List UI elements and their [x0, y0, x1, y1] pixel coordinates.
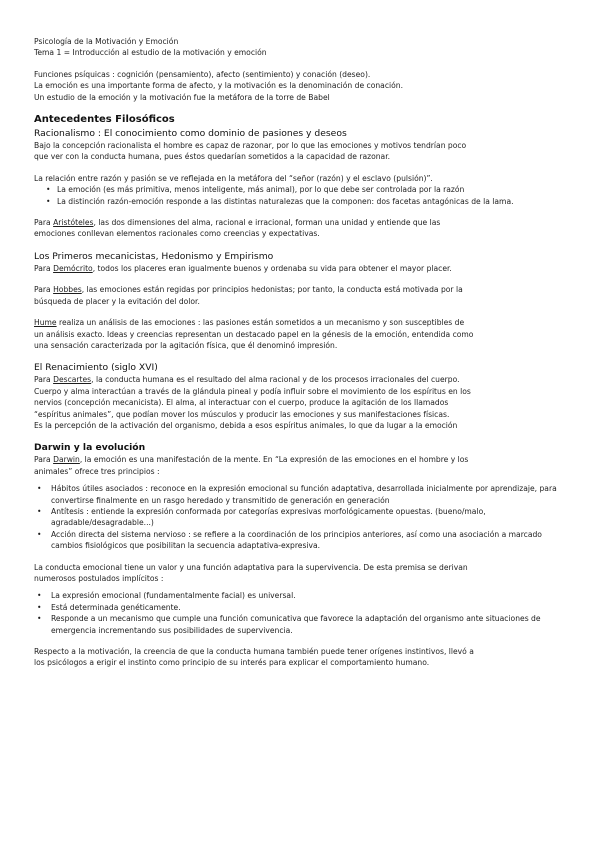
- paragraph-line: Bajo la concepción racionalista el hombre es capaz de razonar, por lo que las emociones y motivos tendrían poco: [34, 141, 467, 151]
- subsection-heading: Darwin y la evolución: [34, 442, 146, 454]
- bullet-list: [34, 184, 566, 207]
- text-fragment: realiza un análisis de las emociones : las pasiones están sometidos a un mecanismo y son susceptibles de: [56, 318, 465, 328]
- topic-title: Tema 1 = Introducción al estudio de la motivación y emoción: [34, 48, 267, 58]
- paragraph-line: Es la percepción de la activación del organismo, debida a esos espíritus animales, lo que da lugar a la emoción: [34, 420, 458, 430]
- author-name: Descartes: [53, 375, 92, 385]
- bullet-list: [34, 590, 566, 636]
- list-item: • Está determinada genéticamente.: [34, 602, 566, 613]
- intro-line: Un estudio de la emoción y la motivación fue la metáfora de la torre de Babel: [34, 92, 330, 102]
- list-item: • La distinción razón-emoción responde a las distintas naturalezas que la componen: dos facetas antagónicas de la lama.: [34, 196, 566, 207]
- paragraph-line: [34, 284, 566, 295]
- paragraph-line: La relación entre razón y pasión se ve reflejada en la metáfora del “señor (razón) y el esclavo (pulsión)”.: [34, 173, 433, 183]
- text-fragment: Para: [34, 263, 54, 273]
- paragraph-line: [34, 217, 566, 228]
- course-title: Psicología de la Motivación y Emoción: [34, 37, 179, 46]
- paragraph-line: nervios (concepción mecanicista). El alma, al interactuar con el cuerpo, produce la agitación de los llamados: [34, 398, 449, 408]
- text-fragment: , las emociones están regidas por principios hedonistas; por tanto, la conducta está motivada por la: [81, 285, 463, 295]
- section-heading: Antecedentes Filosóficos: [34, 114, 175, 126]
- paragraph-line: [34, 317, 566, 328]
- text-fragment: Para: [34, 218, 54, 228]
- paragraph-line: [34, 263, 566, 274]
- list-item: • La emoción (es más primitiva, menos inteligente, más animal), por lo que debe ser controlada por la razón: [34, 184, 566, 195]
- text-fragment: , la conducta humana es el resultado del alma racional y de los procesos irracionales del cuerpo.: [91, 375, 460, 385]
- list-item: • La expresión emocional (fundamentalmente facial) es universal.: [34, 590, 566, 601]
- paragraph-line: [34, 374, 566, 385]
- paragraph-line: Cuerpo y alma interactúan a través de la glándula pineal y podía influir sobre el movimiento de los espíritus en los: [34, 386, 471, 396]
- author-name: Aristóteles: [53, 218, 94, 228]
- paragraph-line: Respecto a la motivación, la creencia de que la conducta humana también puede tener orígenes instintivos, llevó a: [34, 647, 474, 657]
- subsection-heading: Racionalismo : El conocimiento como dominio de pasiones y deseos: [34, 128, 347, 140]
- author-name: Darwin: [53, 455, 80, 465]
- list-item: • Responde a un mecanismo que cumple una función comunicativa que favorece la adaptación del organismo ante situaciones de emergencia incrementando sus posibilidades de supervivencia.: [34, 613, 566, 636]
- text-fragment: Para: [34, 455, 54, 465]
- paragraph-line: emociones conllevan elementos racionales como creencias y expectativas.: [34, 229, 320, 239]
- bullet-list: [34, 483, 566, 551]
- text-fragment: , las dos dimensiones del alma, racional e irracional, forman una unidad y entiende que las: [93, 218, 441, 228]
- text-fragment: Para: [34, 375, 54, 385]
- author-name: Demócrito: [53, 263, 93, 273]
- paragraph-line: una sensación caracterizada por la agitación física, que él denominó impresión.: [34, 340, 338, 350]
- author-name: Hobbes: [53, 285, 82, 295]
- text-fragment: , todos los placeres eran igualmente buenos y ordenaba su vida para obtener el mayor placer.: [92, 263, 452, 273]
- paragraph-line: “espíritus animales”, que podían mover los músculos y producir las emociones y sus manifestaciones físicas.: [34, 409, 450, 419]
- paragraph-line: numerosos postulados implícitos :: [34, 574, 164, 583]
- text-fragment: , la emoción es una manifestación de la mente. En “La expresión de las emociones en el hombre y los: [79, 455, 469, 465]
- paragraph-line: que ver con la conducta humana, pues éstos quedarían sometidos a la capacidad de razonar.: [34, 152, 391, 162]
- paragraph-line: los psicólogos a erigir el instinto como principio de su interés para explicar el comportamiento humano.: [34, 658, 430, 668]
- subsection-heading: El Renacimiento (siglo XVI): [34, 362, 158, 374]
- text-fragment: Para: [34, 285, 54, 295]
- paragraph-line: un análisis exacto. Ideas y creencias representan un destacado papel en la génesis de la emoción, entendida como: [34, 329, 474, 339]
- list-item: • Antítesis : entiende la expresión conformada por categorías expresivas morfológicamente opuestas. (bueno/malo, agradable/desagradable...): [34, 506, 566, 529]
- paragraph-line: La conducta emocional tiene un valor y una función adaptativa para la supervivencia. De esta premisa se derivan: [34, 562, 468, 572]
- paragraph-line: [34, 454, 566, 465]
- paragraph-line: búsqueda de placer y la evitación del dolor.: [34, 296, 200, 306]
- list-item: • Hábitos útiles asociados : reconoce en la expresión emocional su función adaptativa, desarrollada inicialmente por aprendizaje, para convertirse finalmente en un rasgo heredado y transmitido de generación en generación: [34, 483, 566, 506]
- author-name: Hume: [34, 318, 57, 328]
- list-item: • Acción directa del sistema nervioso : se refiere a la coordinación de los principios anteriores, así como una asociación a marcado cambios fisiológicos que posibilitan la secuencia adaptativa-expresiva.: [34, 529, 566, 552]
- paragraph-line: animales” ofrece tres principios :: [34, 466, 160, 476]
- intro-line: Funciones psíquicas : cognición (pensamiento), afecto (sentimiento) y conación (deseo).: [34, 69, 371, 79]
- subsection-heading: Los Primeros mecanicistas, Hedonismo y Empirismo: [34, 250, 274, 262]
- intro-line: La emoción es una importante forma de afecto, y la motivación es la denominación de conación.: [34, 81, 403, 91]
